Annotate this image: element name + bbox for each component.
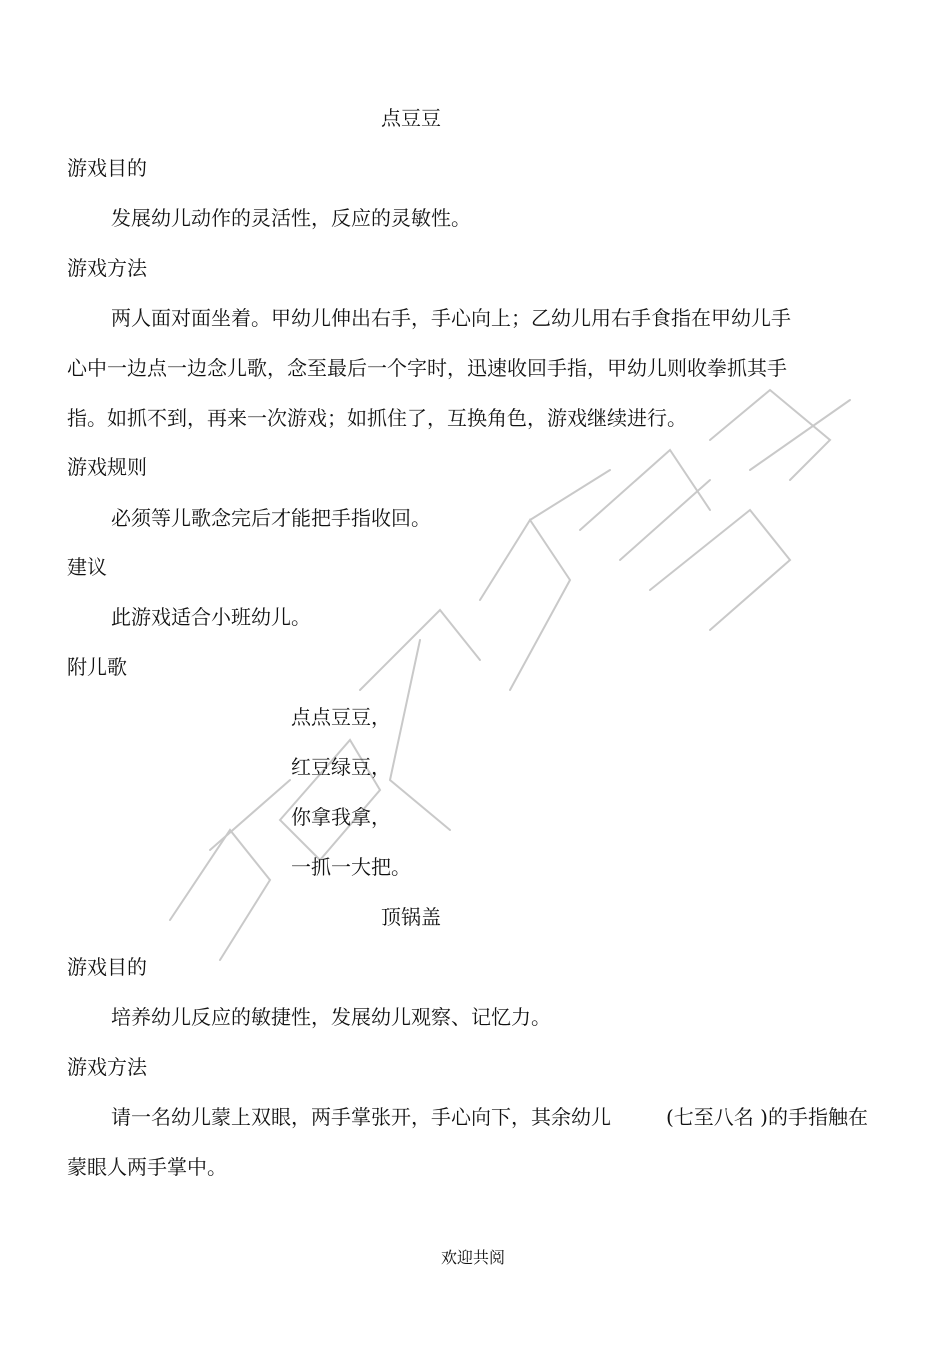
song-line: 一抓一大把。 [291, 855, 411, 879]
song-line: 红豆绿豆， [291, 755, 391, 779]
song-heading: 附儿歌 [67, 655, 127, 679]
advice-heading: 建议 [67, 555, 107, 579]
method-line: 蒙眼人两手掌中。 [67, 1155, 227, 1179]
method-line: 两人面对面坐着。甲幼儿伸出右手，手心向上；乙幼儿用右手食指在甲幼儿手 [111, 306, 791, 330]
method-line-parenthetical: (七至八名 )的手指触在 [666, 1105, 868, 1129]
method-line: 请一名幼儿蒙上双眼，两手掌张开，手心向下，其余幼儿 [111, 1105, 611, 1129]
watermark [150, 360, 870, 980]
watermark-graphic [150, 360, 870, 980]
section-title: 点豆豆 [381, 106, 441, 130]
section-title: 顶锅盖 [381, 905, 441, 929]
rule-text: 必须等儿歌念完后才能把手指收回。 [111, 506, 431, 530]
method-heading: 游戏方法 [67, 256, 147, 280]
method-line: 心中一边点一边念儿歌，念至最后一个字时，迅速收回手指，甲幼儿则收拳抓其手 [67, 356, 787, 380]
advice-text: 此游戏适合小班幼儿。 [111, 605, 311, 629]
goal-text: 发展幼儿动作的灵活性，反应的灵敏性。 [111, 206, 471, 230]
footer-text: 欢迎共阅 [440, 1248, 505, 1267]
goal-heading: 游戏目的 [67, 955, 147, 979]
goal-text: 培养幼儿反应的敏捷性，发展幼儿观察、记忆力。 [111, 1005, 551, 1029]
method-line: 指。如抓不到，再来一次游戏；如抓住了，互换角色，游戏继续进行。 [67, 406, 687, 430]
goal-heading: 游戏目的 [67, 156, 147, 180]
method-heading: 游戏方法 [67, 1055, 147, 1079]
song-line: 你拿我拿， [291, 805, 391, 829]
song-line: 点点豆豆， [291, 705, 391, 729]
rule-heading: 游戏规则 [67, 455, 147, 479]
